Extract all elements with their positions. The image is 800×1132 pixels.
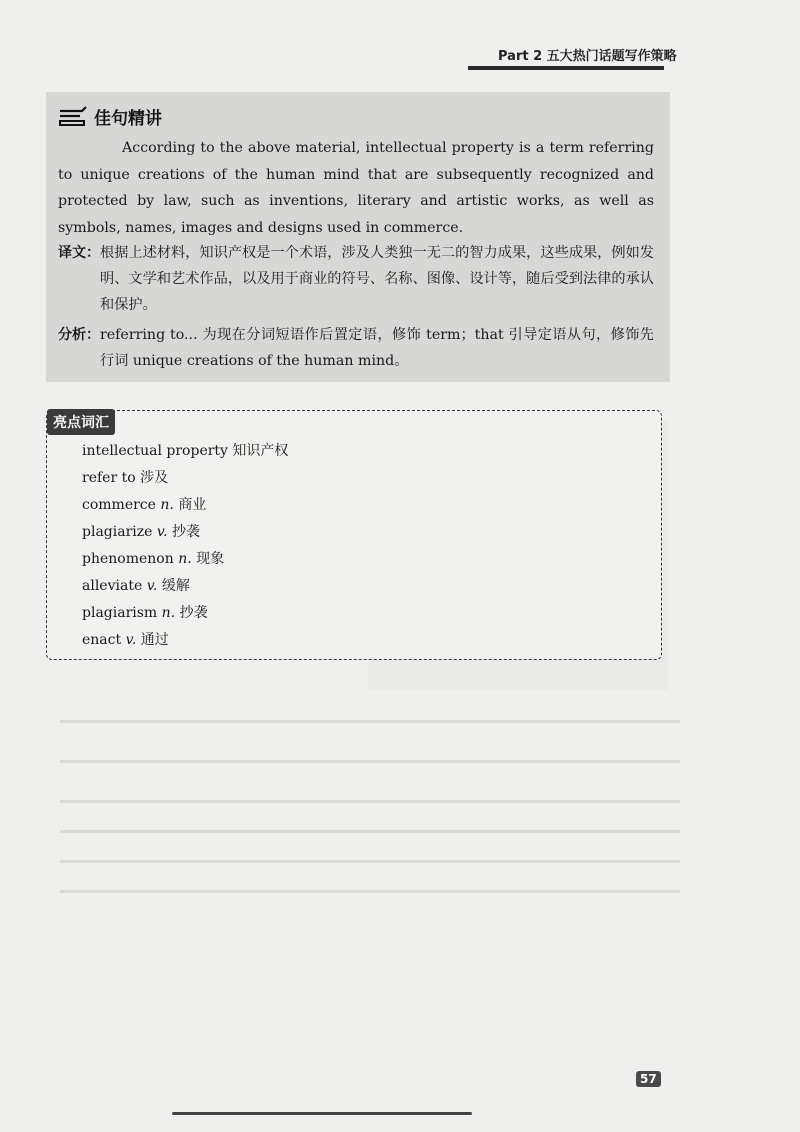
vocab-word: plagiarism — [82, 605, 158, 621]
vocab-meaning: 抄袭 — [179, 605, 208, 621]
vocab-pos: v. — [146, 578, 158, 594]
bleed-through-line — [60, 800, 680, 803]
vocabulary-item — [82, 573, 288, 600]
translation-text: 根据上述材料，知识产权是一个术语，涉及人类独一无二的智力成果，这些成果，例如发明、文学和艺术作品，以及用于商业的符号、名称、图像、设计等，随后受到法律的承认和保护。 — [100, 245, 654, 313]
vocab-meaning: 通过 — [140, 632, 169, 648]
section-heading — [58, 104, 162, 128]
page-number: 57 — [636, 1071, 661, 1087]
bleed-through-line — [60, 890, 680, 893]
analysis-note — [58, 322, 654, 374]
section-heading-text: 佳句精讲 — [94, 108, 162, 129]
analysis-label: 分析： — [58, 327, 100, 343]
vocabulary-item — [82, 519, 288, 546]
vocabulary-item — [82, 627, 288, 654]
running-head: Part 2 五大热门话题写作策略 — [498, 49, 677, 64]
pen-note-icon — [58, 105, 88, 127]
vocab-meaning: 抄袭 — [172, 524, 201, 540]
vocab-meaning: 缓解 — [161, 578, 190, 594]
vocabulary-item — [82, 600, 288, 627]
vocab-word: intellectual property — [82, 443, 228, 459]
bottom-rule — [172, 1112, 472, 1115]
header-rule — [468, 66, 664, 70]
vocab-pos: n. — [160, 497, 174, 513]
vocab-word: commerce — [82, 497, 156, 513]
vocab-word: plagiarize — [82, 524, 153, 540]
vocabulary-item — [82, 492, 288, 519]
vocab-word: enact — [82, 632, 122, 648]
vocab-pos: v. — [156, 524, 168, 540]
bleed-through-line — [60, 760, 680, 763]
analysis-text: referring to... 为现在分词短语作后置定语，修饰 term；that 引导定语从句，修饰先行词 unique creations of the human mind。 — [100, 327, 654, 369]
vocabulary-item — [82, 438, 288, 465]
vocab-meaning: 商业 — [178, 497, 207, 513]
vocab-pos: n. — [161, 605, 176, 621]
english-sentence: According to the above material, intellectual property is a term referring to unique creations of the human mind that are subsequently recognized and protected by law, such as inventions, literary and artistic works, as well as symbols, names, images and designs used in commerce. — [58, 140, 654, 236]
vocab-meaning: 现象 — [196, 551, 225, 567]
bleed-through-line — [60, 830, 680, 833]
vocabulary-list — [82, 438, 288, 654]
vocabulary-item — [82, 546, 288, 573]
vocab-word: phenomenon — [82, 551, 174, 567]
vocab-pos: n. — [178, 551, 192, 567]
translation-label: 译文： — [58, 245, 100, 261]
vocab-word: alleviate — [82, 578, 143, 594]
vocab-pos: v. — [125, 632, 137, 648]
bleed-through-line — [60, 720, 680, 723]
vocab-meaning: 知识产权 — [232, 443, 289, 459]
translation-note — [58, 240, 654, 318]
bleed-through-line — [60, 860, 680, 863]
vocab-meaning: 涉及 — [140, 470, 169, 486]
vocabulary-item — [82, 465, 288, 492]
vocabulary-tag: 亮点词汇 — [47, 409, 115, 435]
vocab-word: refer to — [82, 470, 136, 486]
